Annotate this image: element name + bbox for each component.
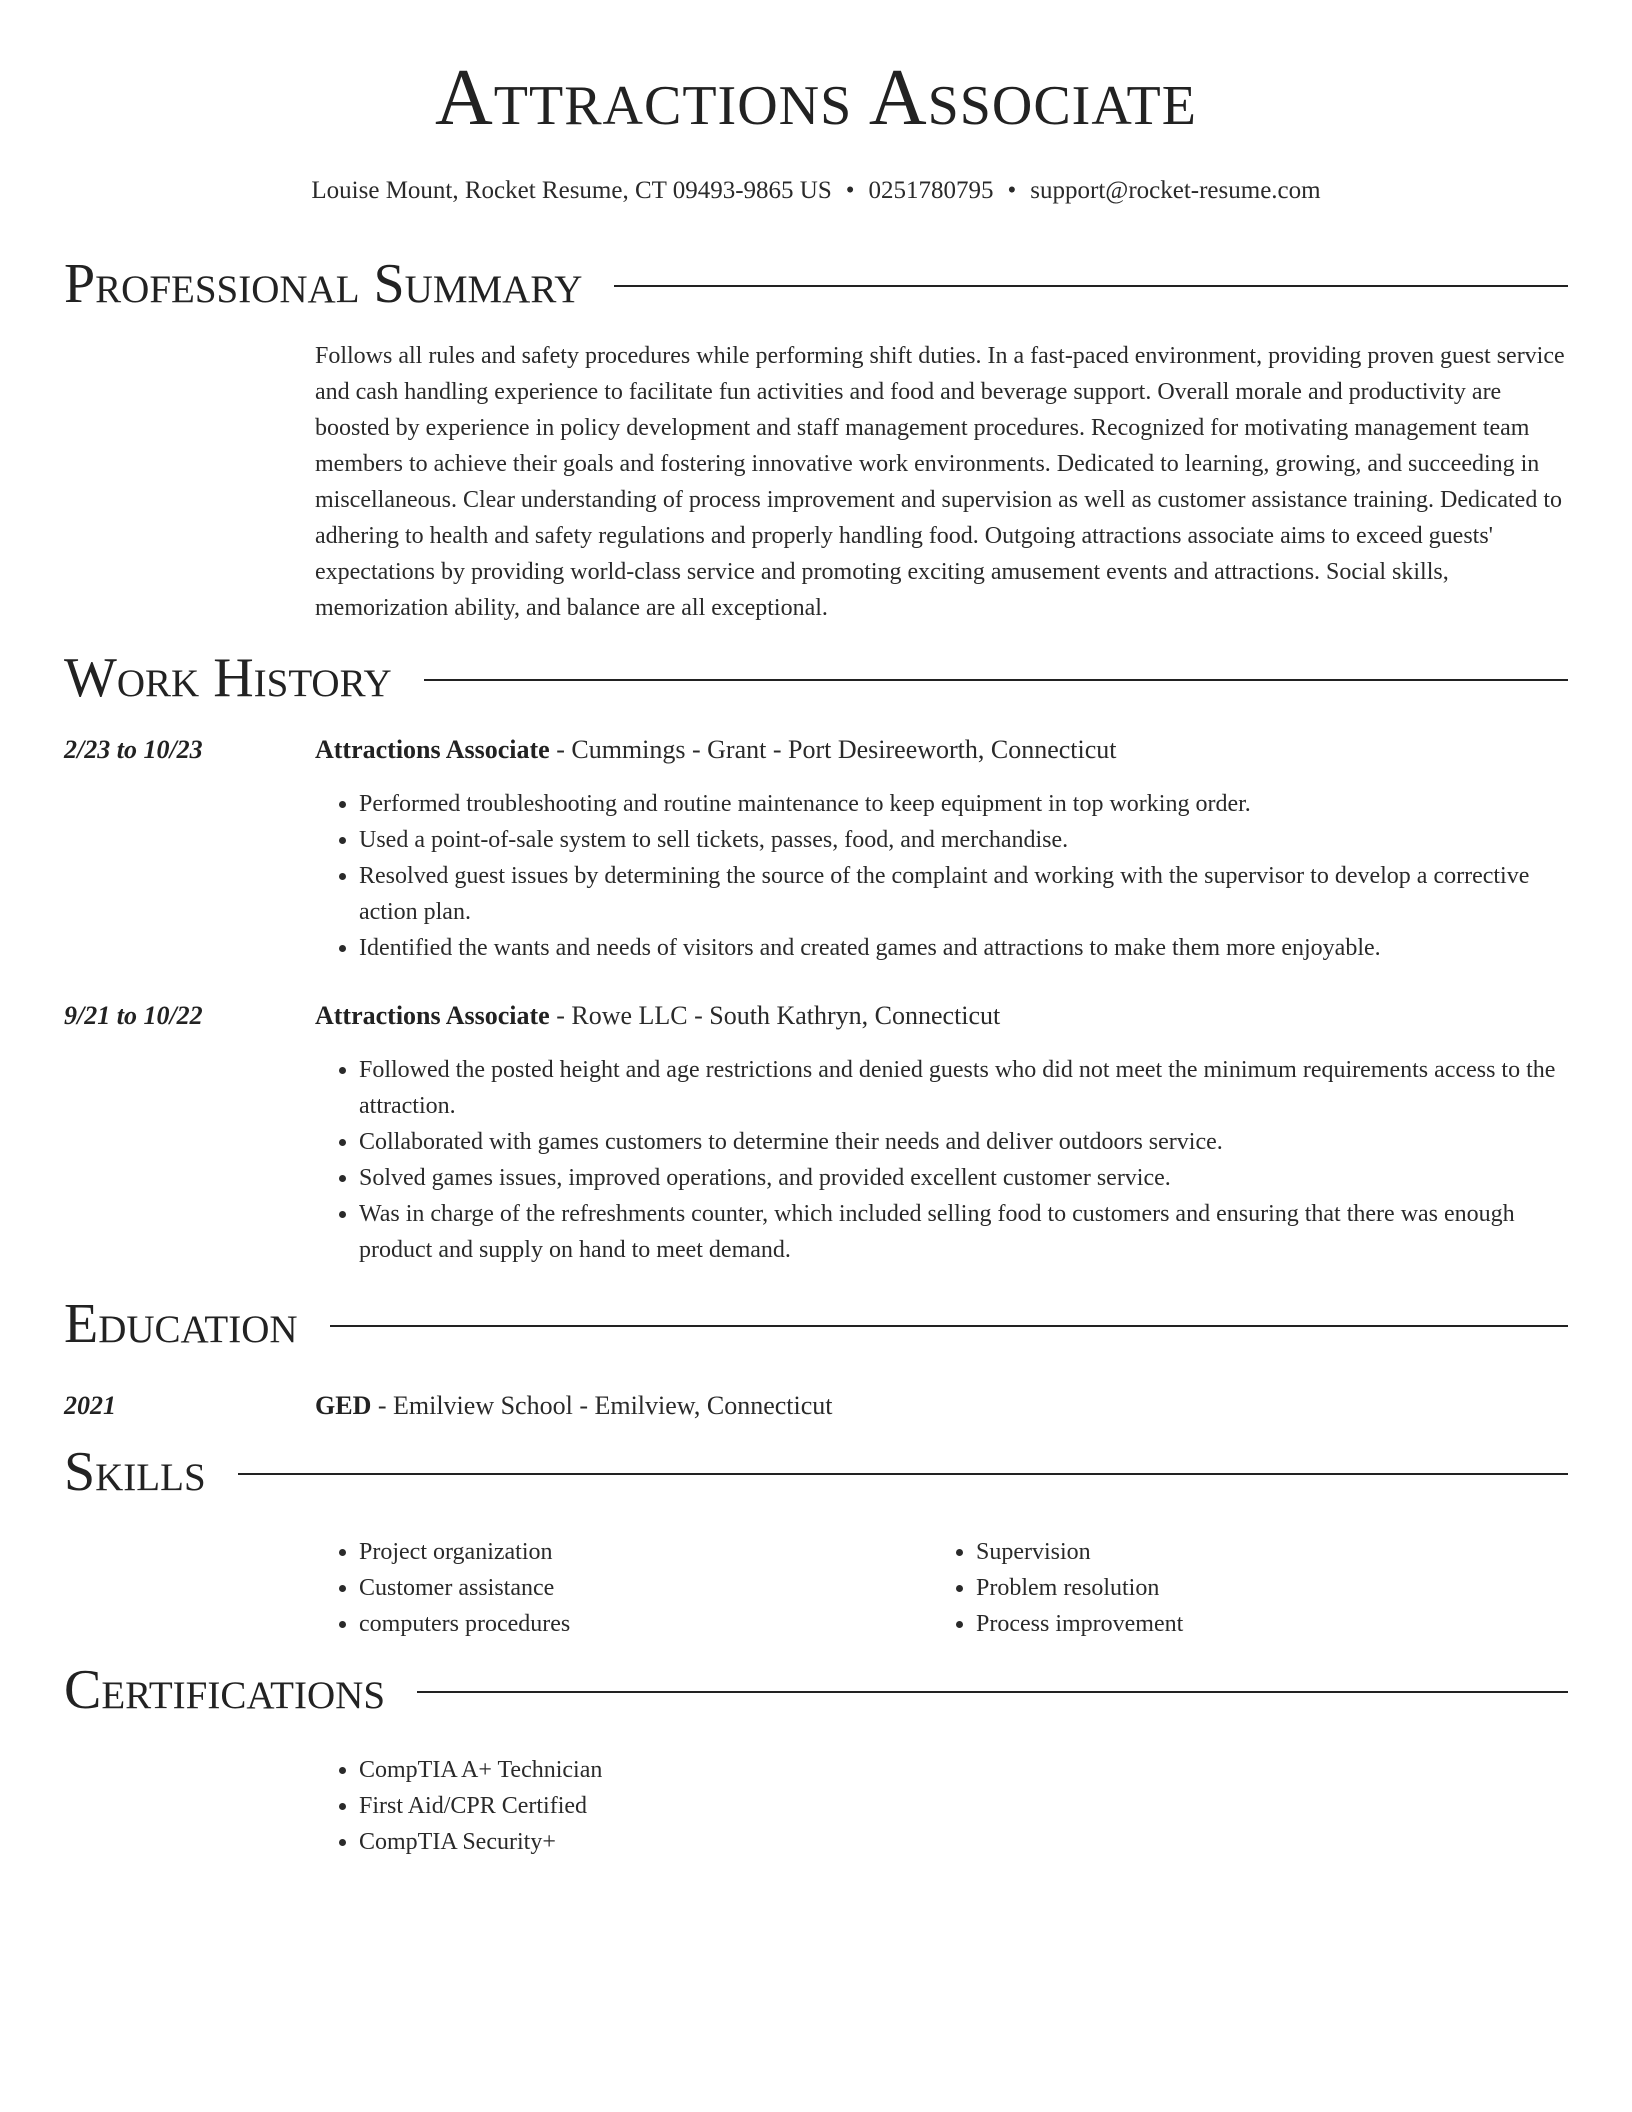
education-section-header [64,1293,1568,1355]
section-divider [330,1325,1568,1327]
work-section-header [64,647,1568,709]
work-title: Work History [64,647,392,709]
section-divider [238,1473,1568,1475]
contact-separator: • [845,177,855,204]
list-item: • Process improvement [976,1606,1546,1642]
job-2-bullets [315,1052,1568,1268]
certifications-section-header [64,1659,1568,1721]
list-item: • Was in charge of the refreshments counter, which included selling food to customers and ensuring that there was enough product and supply on hand to meet demand. [359,1196,1568,1268]
summary-text: Follows all rules and safety procedures while performing shift duties. In a fast-paced environment, providing proven guest service and cash handling experience to facilitate fun activities and food and beverage support. Overall morale and productivity are boosted by experience in policy development and staff management procedures. Recognized for motivating management team members to achieve their goals and fostering innovative work environments. Dedicated to learning, growing, and succeeding in miscellaneous. Clear understanding of process improvement and supervision as well as customer assistance training. Dedicated to adhering to health and safety regulations and properly handling food. Outgoing attractions associate aims to exceed guests' expectations by providing world-class service and promoting exciting amusement events and attractions. Social skills, memorization ability, and balance are all exceptional. [315,343,1565,621]
list-item: • Used a point-of-sale system to sell tickets, passes, food, and merchandise. [359,822,1568,858]
list-item: • Project organization [359,1534,929,1570]
job-2-dates: 9/21 to 10/22 [64,1001,203,1030]
education-year: 2021 [64,1391,116,1420]
list-item: • CompTIA Security+ [359,1824,1568,1860]
contact-address: Louise Mount, Rocket Resume, CT 09493-9865 US [311,177,832,204]
certifications-list [315,1752,1568,1860]
job-1-role: Attractions Associate [315,735,550,764]
certifications-title: Certifications [64,1659,386,1721]
job-1-title [315,732,1117,768]
education-entry [315,1388,833,1424]
summary-section-header [64,253,1568,315]
contact-phone: 0251780795 [868,177,994,204]
contact-separator: • [1007,177,1017,204]
skills-list-right [932,1534,1546,1642]
job-1-dates: 2/23 to 10/23 [64,735,203,764]
education-title: Education [64,1293,298,1355]
skills-section-header [64,1441,1568,1503]
list-item: • Collaborated with games customers to determine their needs and deliver outdoors service. [359,1124,1568,1160]
education-degree: GED [315,1391,372,1420]
section-divider [424,679,1568,681]
list-item: • Identified the wants and needs of visitors and created games and attractions to make them more enjoyable. [359,930,1568,966]
skills-list-left [315,1534,929,1642]
list-item: • Followed the posted height and age restrictions and denied guests who did not meet the minimum requirements access to the attraction. [359,1052,1568,1124]
contact-line [0,176,1632,206]
job-1-details: - Cummings - Grant - Port Desireeworth, Connecticut [549,735,1117,764]
resume-name: Attractions Associate [435,54,1197,142]
skills-title: Skills [64,1441,206,1503]
job-2-role: Attractions Associate [315,1001,550,1030]
list-item: • Supervision [976,1534,1546,1570]
job-1-bullets [315,786,1568,966]
list-item: • Performed troubleshooting and routine maintenance to keep equipment in top working order. [359,786,1568,822]
job-2-title [315,998,1000,1034]
list-item: • computers procedures [359,1606,929,1642]
contact-email: support@rocket-resume.com [1030,177,1321,204]
list-item: • Problem resolution [976,1570,1546,1606]
list-item: • Resolved guest issues by determining the source of the complaint and working with the supervisor to develop a corrective action plan. [359,858,1568,930]
list-item: • Solved games issues, improved operations, and provided excellent customer service. [359,1160,1568,1196]
list-item: • CompTIA A+ Technician [359,1752,1568,1788]
list-item: • Customer assistance [359,1570,929,1606]
job-2-details: - Rowe LLC - South Kathryn, Connecticut [549,1001,1001,1030]
section-divider [614,285,1568,287]
summary-title: Professional Summary [64,253,583,315]
section-divider [417,1691,1568,1693]
list-item: • First Aid/CPR Certified [359,1788,1568,1824]
education-details: - Emilview School - Emilview, Connecticut [371,1391,833,1420]
